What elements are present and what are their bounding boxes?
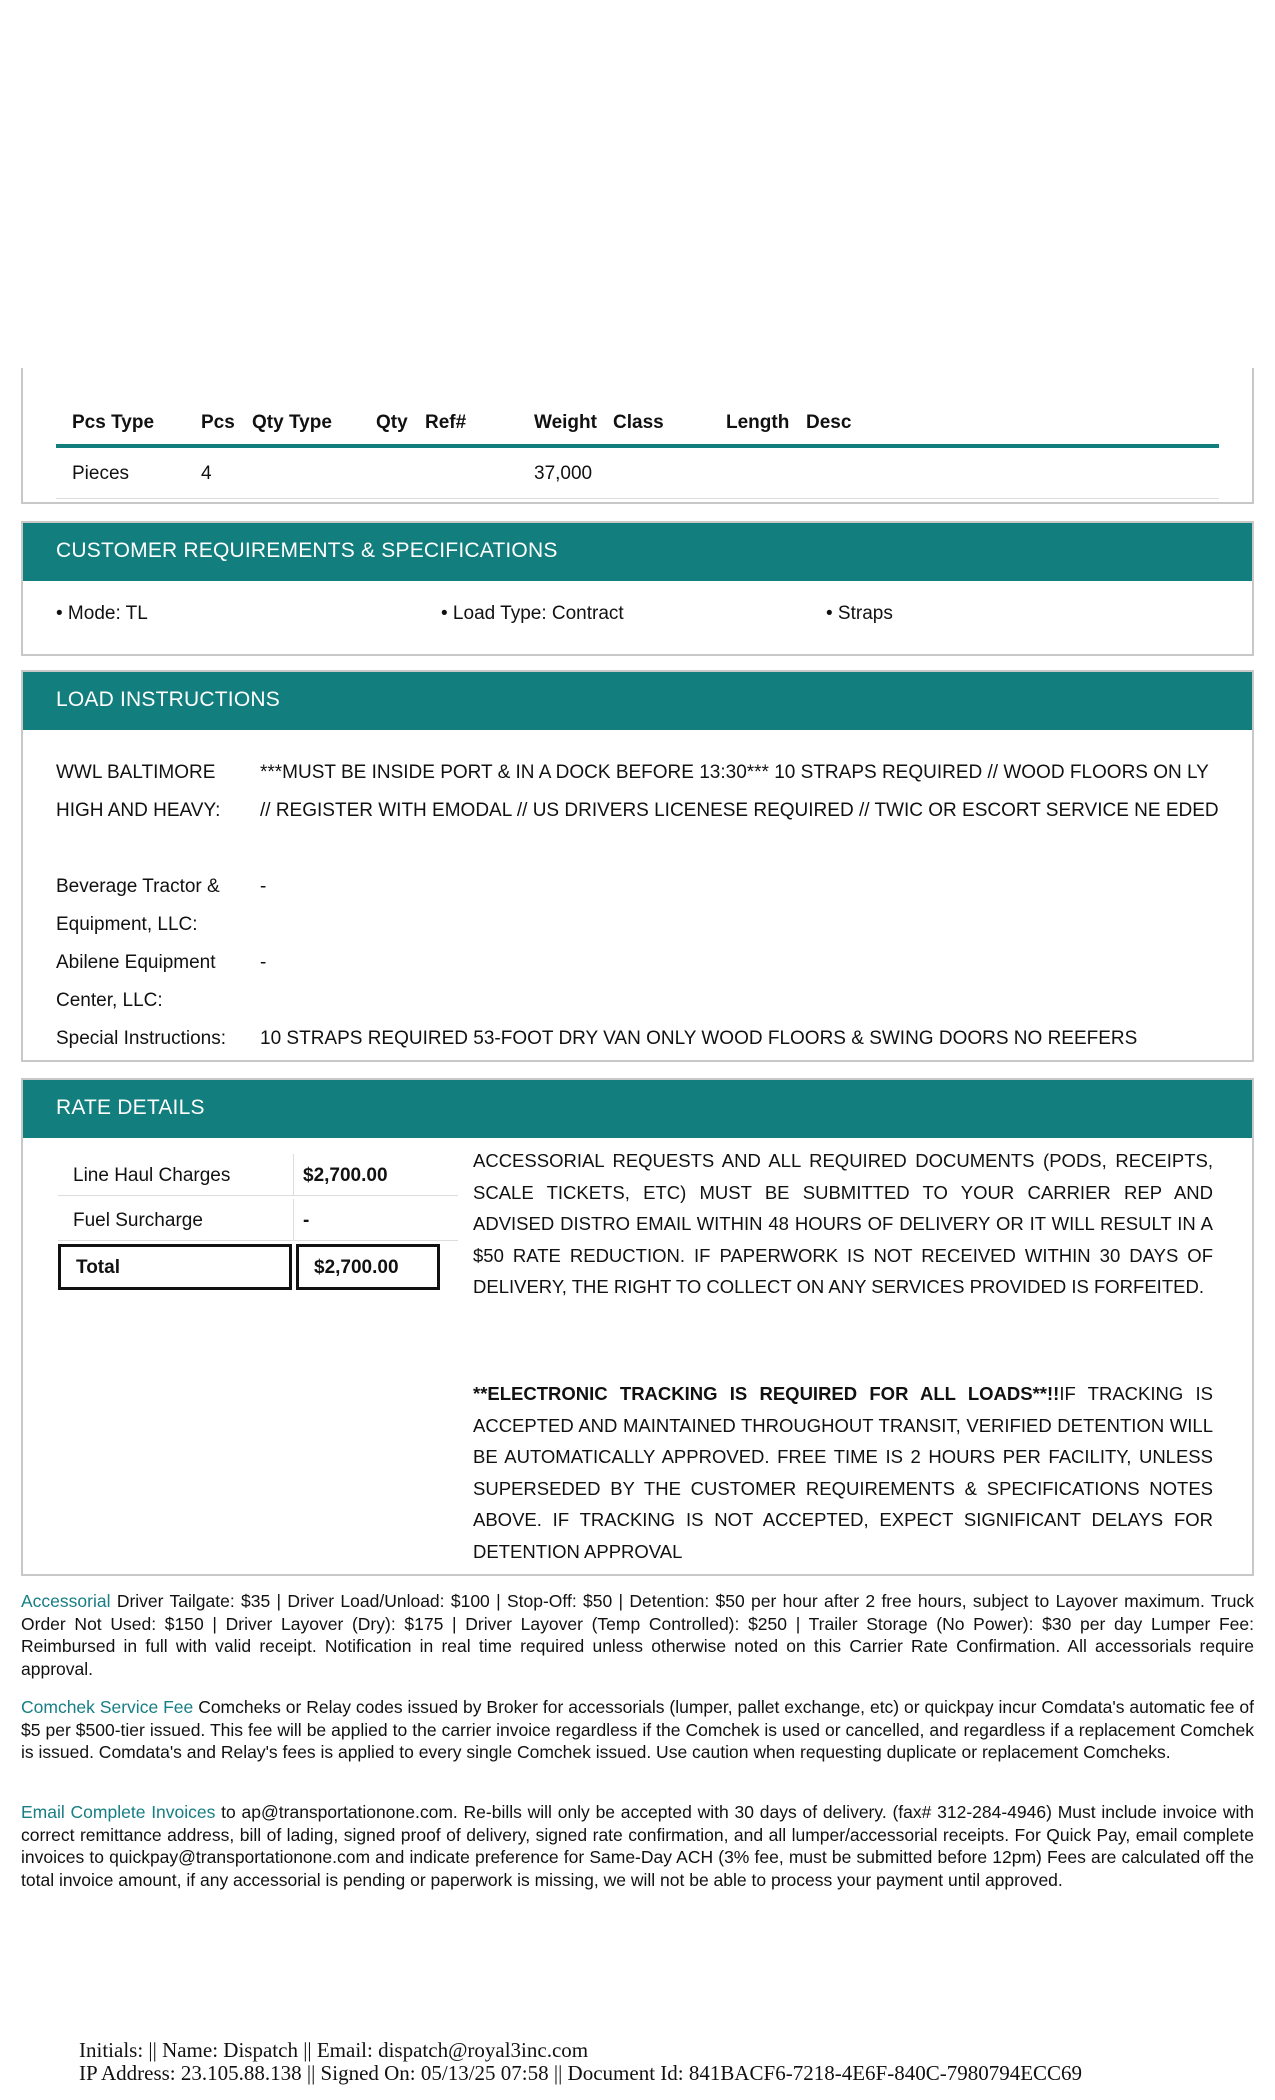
col-desc: Desc: [806, 412, 852, 433]
instruction-value: -: [260, 952, 267, 973]
total-value-box: [296, 1244, 440, 1290]
total-value: $2,700.00: [314, 1257, 399, 1278]
tracking-notice: [473, 1378, 1213, 1567]
instruction-label: Beverage Tractor & Equipment, LLC:: [56, 876, 220, 935]
freight-table-header: [56, 404, 1219, 448]
section-title: CUSTOMER REQUIREMENTS & SPECIFICATIONS: [23, 523, 1252, 581]
freight-table: [21, 368, 1254, 504]
line-haul-label: Line Haul Charges: [73, 1165, 231, 1186]
paperwork-notice: ACCESSORIAL REQUESTS AND ALL REQUIRED DOCUMENTS (PODS, RECEIPTS, SCALE TICKETS, ETC) MUST BE SUBMITTED TO YOUR CARRIER REP AND ADVISED DISTRO EMAIL WITHIN 48 HOURS OF DELIVERY OR IT WILL RESULT IN A $50 RATE REDUCTION. IF PAPERWORK IS NOT RECEIVED WITHIN 30 DAYS OF DELIVERY, THE RIGHT TO COLLECT ON ANY SERVICES PROVIDED IS FORFEITED.: [473, 1150, 1213, 1297]
invoice-text: to ap@transportationone.com. Re-bills will only be accepted with 30 days of delivery. (fax# 312-284-4946) Must include invoice with correct remittance address, bill of lading, signed proof of delivery, signed rate confirmation, and all lumper/accessorial receipts. For Quick Pay, email complete invoices to quickpay@transportationone.com and indicate preference for Same-Day ACH (3% fee, must be submitted before 12pm) Fees are calculated off the total invoice amount, if any accessorial is pending or paperwork is missing, we will not be able to process your payment until approved.: [21, 1802, 1254, 1890]
instruction-value: 10 STRAPS REQUIRED 53-FOOT DRY VAN ONLY WOOD FLOORS & SWING DOORS NO REEFERS: [260, 1028, 1138, 1049]
col-pcs-type: Pcs Type: [72, 412, 155, 433]
col-pcs: Pcs: [201, 412, 235, 433]
section-title: LOAD INSTRUCTIONS: [23, 672, 1252, 730]
comchek-policy: [21, 1696, 1254, 1764]
col-qty-type: Qty Type: [252, 412, 332, 433]
cell-weight: 37,000: [534, 463, 593, 484]
signature-line-1: Initials: || Name: Dispatch || Email: dispatch@royal3inc.com: [79, 2038, 589, 2062]
requirement-straps: • Straps: [826, 603, 893, 624]
signature-line-2: IP Address: 23.105.88.138 || Signed On: 05/13/25 07:58 || Document Id: 841BACF6-7218-4E6F-840C-7980794ECC69: [79, 2061, 1083, 2085]
cell-pcs: 4: [201, 463, 212, 484]
accessorial-text: Driver Tailgate: $35 | Driver Load/Unload: $100 | Stop-Off: $50 | Detention: $50 per hour after 2 free hours, subject to Layover maximum. Truck Order Not Used: $150 | Driver Layover (Dry): $175 | Driver Layover (Temp Controlled): $250 | Trailer Storage (No Power): $30 per day Lumper Fee: Reimbursed in full with valid receipt. Notification in real time required unless otherwise noted on this Carrier Rate Confirmation. All accessorials require approval.: [21, 1591, 1254, 1679]
requirement-load-type: • Load Type: Contract: [441, 603, 624, 624]
table-row: [58, 1154, 458, 1196]
tracking-notice-heading: **ELECTRONIC TRACKING IS REQUIRED FOR ALL LOADS**!!: [473, 1383, 1060, 1404]
cell-pcs-type: Pieces: [72, 463, 130, 484]
customer-requirements-section: [21, 521, 1254, 656]
invoice-keyword: Email Complete Invoices: [21, 1802, 216, 1822]
instruction-value: ***MUST BE INSIDE PORT & IN A DOCK BEFORE 13:30*** 10 STRAPS REQUIRED // WOOD FLOORS ON LY // REGISTER WITH EMODAL // US DRIVERS LICENESE REQUIRED // TWIC OR ESCORT SERVICE NE EDED: [260, 762, 1219, 821]
table-row: [56, 455, 1219, 499]
invoice-policy: [21, 1801, 1254, 1891]
tracking-notice-body: IF TRACKING IS ACCEPTED AND MAINTAINED THROUGHOUT TRANSIT, VERIFIED DETENTION WILL BE AUTOMATICALLY APPROVED. FREE TIME IS 2 HOURS PER FACILITY, UNLESS SUPERSEDED BY THE CUSTOMER REQUIREMENTS & SPECIFICATIONS NOTES ABOVE. IF TRACKING IS NOT ACCEPTED, EXPECT SIGNIFICANT DELAYS FOR DETENTION APPROVAL: [473, 1383, 1213, 1562]
comchek-text: Comcheks or Relay codes issued by Broker for accessorials (lumper, pallet exchange, etc) or quickpay incur Comdata's automatic fee of $5 per $500-tier issued. This fee will be applied to the carrier invoice regardless if the Comchek is used or cancelled, and regardless if a replacement Comchek is issued. Comdata's and Relay's fees is applied to every single Comchek issued. Use caution when requesting duplicate or replacement Comcheks.: [21, 1697, 1254, 1762]
col-qty: Qty: [376, 412, 408, 433]
table-row: [58, 1199, 458, 1241]
accessorial-policy: [21, 1590, 1254, 1680]
instruction-label: Abilene Equipment Center, LLC:: [56, 952, 216, 1011]
instruction-value: -: [260, 876, 267, 897]
section-title: RATE DETAILS: [23, 1080, 1252, 1138]
requirement-mode: • Mode: TL: [56, 603, 148, 624]
col-class: Class: [613, 412, 664, 433]
fuel-surcharge-label: Fuel Surcharge: [73, 1210, 203, 1231]
line-haul-value: $2,700.00: [303, 1165, 388, 1186]
rate-details-section: [21, 1078, 1254, 1576]
load-instructions-section: [21, 670, 1254, 1062]
fuel-surcharge-value: -: [303, 1210, 310, 1231]
col-length: Length: [726, 412, 790, 433]
comchek-keyword: Comchek Service Fee: [21, 1697, 194, 1717]
instruction-label: Special Instructions:: [56, 1028, 227, 1049]
col-ref: Ref#: [425, 412, 467, 433]
accessorial-keyword: Accessorial: [21, 1591, 111, 1611]
total-label-box: [58, 1244, 292, 1290]
instruction-label: WWL BALTIMORE HIGH AND HEAVY:: [56, 762, 221, 821]
col-weight: Weight: [534, 412, 597, 433]
total-label: Total: [76, 1257, 120, 1278]
